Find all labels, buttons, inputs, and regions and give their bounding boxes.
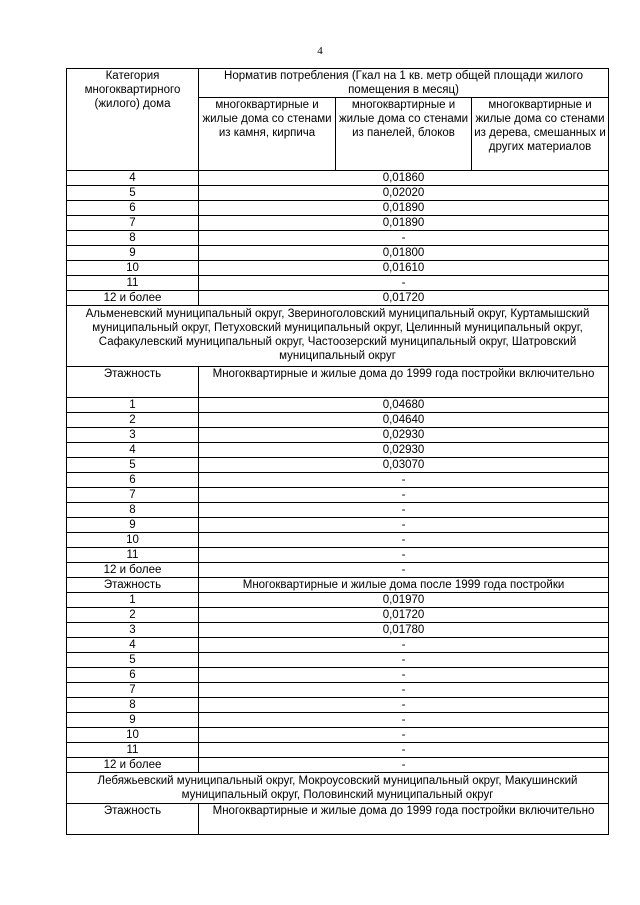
norms-table-body (67, 69, 609, 835)
norm-value: 0,01610 (199, 261, 609, 276)
table-row (67, 428, 609, 443)
floor-category: 6 (67, 473, 199, 488)
table-row (67, 216, 609, 231)
norm-value: 0,01800 (199, 246, 609, 261)
wall-type-wood-header: многоквартирные и жилые дома со стенами из дерева, смешанных и других материалов (472, 98, 609, 171)
norm-value: - (199, 653, 609, 668)
norm-value: - (199, 698, 609, 713)
norm-value: - (199, 503, 609, 518)
norm-value: 0,04680 (199, 398, 609, 413)
floor-category: 10 (67, 728, 199, 743)
floors-label: Этажность (67, 804, 199, 835)
norm-value: 0,01890 (199, 216, 609, 231)
table-row (67, 201, 609, 216)
floor-category: 12 и более (67, 758, 199, 773)
norm-value: 0,03070 (199, 458, 609, 473)
table-row (67, 398, 609, 413)
norm-value: 0,01780 (199, 623, 609, 638)
norm-value: - (199, 473, 609, 488)
norm-value: 0,01970 (199, 593, 609, 608)
floor-category: 9 (67, 246, 199, 261)
floor-category: 5 (67, 458, 199, 473)
norm-value: 0,02930 (199, 428, 609, 443)
table-row (67, 593, 609, 608)
wall-type-panel-header: многоквартирные и жилые дома со стенами из панелей, блоков (336, 98, 472, 171)
table-row (67, 563, 609, 578)
table-row (67, 623, 609, 638)
floor-category: 3 (67, 623, 199, 638)
norm-value: 0,01860 (199, 171, 609, 186)
floor-category: 4 (67, 171, 199, 186)
section-header-row (67, 804, 609, 835)
norm-value: 0,02930 (199, 443, 609, 458)
section-title: Многоквартирные и жилые дома до 1999 года постройки включительно (199, 804, 609, 835)
norm-value: - (199, 563, 609, 578)
norm-value: 0,01720 (199, 608, 609, 623)
table-row (67, 413, 609, 428)
table-row (67, 261, 609, 276)
table-row (67, 713, 609, 728)
table-row (67, 638, 609, 653)
norm-header: Норматив потребления (Гкал на 1 кв. метр общей площади жилого помещения в месяц) (199, 69, 609, 98)
norms-table (66, 68, 609, 835)
floors-label: Этажность (67, 367, 199, 398)
norm-value: - (199, 533, 609, 548)
table-row (67, 743, 609, 758)
norm-value: - (199, 683, 609, 698)
norm-value: - (199, 668, 609, 683)
floors-label: Этажность (67, 578, 199, 593)
floor-category: 3 (67, 428, 199, 443)
wall-type-stone-header: многоквартирные и жилые дома со стенами из камня, кирпича (199, 98, 336, 171)
table-row (67, 608, 609, 623)
norm-value: - (199, 743, 609, 758)
region-row (67, 306, 609, 367)
floor-category: 1 (67, 593, 199, 608)
table-row (67, 503, 609, 518)
table-row (67, 758, 609, 773)
floor-category: 5 (67, 653, 199, 668)
floor-category: 9 (67, 518, 199, 533)
floor-category: 12 и более (67, 291, 199, 306)
norm-value: - (199, 713, 609, 728)
floor-category: 10 (67, 261, 199, 276)
section-title: Многоквартирные и жилые дома после 1999 года постройки (199, 578, 609, 593)
norm-value: - (199, 758, 609, 773)
floor-category: 11 (67, 276, 199, 291)
table-row (67, 518, 609, 533)
header-row-top (67, 69, 609, 98)
section-header-row (67, 367, 609, 398)
table-row (67, 186, 609, 201)
table-row (67, 231, 609, 246)
floor-category: 9 (67, 713, 199, 728)
floor-category: 7 (67, 216, 199, 231)
category-header: Категория многоквартирного (жилого) дома (67, 69, 199, 171)
norm-value: 0,01890 (199, 201, 609, 216)
floor-category: 1 (67, 398, 199, 413)
table-row (67, 728, 609, 743)
floor-category: 11 (67, 548, 199, 563)
norm-value: - (199, 728, 609, 743)
floor-category: 4 (67, 443, 199, 458)
norm-value: 0,04640 (199, 413, 609, 428)
table-row (67, 683, 609, 698)
floor-category: 7 (67, 683, 199, 698)
table-row (67, 668, 609, 683)
floor-category: 10 (67, 533, 199, 548)
norm-value: 0,01720 (199, 291, 609, 306)
norm-value: - (199, 276, 609, 291)
floor-category: 8 (67, 231, 199, 246)
region-list: Лебяжьевский муниципальный округ, Мокроусовский муниципальный округ, Макушинский муниципальный округ, Половинский муниципальный округ (67, 773, 609, 804)
table-row (67, 246, 609, 261)
table-row (67, 488, 609, 503)
table-row (67, 291, 609, 306)
norm-value: - (199, 548, 609, 563)
table-row (67, 443, 609, 458)
floor-category: 8 (67, 503, 199, 518)
table-row (67, 698, 609, 713)
table-row (67, 458, 609, 473)
table-row (67, 171, 609, 186)
floor-category: 11 (67, 743, 199, 758)
table-row (67, 653, 609, 668)
floor-category: 6 (67, 201, 199, 216)
table-row (67, 276, 609, 291)
floor-category: 5 (67, 186, 199, 201)
floor-category: 12 и более (67, 563, 199, 578)
floor-category: 8 (67, 698, 199, 713)
norm-value: - (199, 518, 609, 533)
section-header-row (67, 578, 609, 593)
norm-value: - (199, 488, 609, 503)
region-list: Альменевский муниципальный округ, Звериноголовский муниципальный округ, Куртамышский муниципальный округ, Петуховский муниципальный округ, Целинный муниципальный округ, Сафакулевский муниципальный округ, Частоозерский муниципальный округ, Шатровский муниципальный округ (67, 306, 609, 367)
table-row (67, 473, 609, 488)
table-row (67, 548, 609, 563)
floor-category: 4 (67, 638, 199, 653)
norm-value: 0,02020 (199, 186, 609, 201)
floor-category: 2 (67, 413, 199, 428)
norm-value: - (199, 231, 609, 246)
floor-category: 7 (67, 488, 199, 503)
page-number: 4 (317, 45, 323, 57)
floor-category: 2 (67, 608, 199, 623)
section-title: Многоквартирные и жилые дома до 1999 года постройки включительно (199, 367, 609, 398)
region-row (67, 773, 609, 804)
norm-value: - (199, 638, 609, 653)
table-row (67, 533, 609, 548)
floor-category: 6 (67, 668, 199, 683)
